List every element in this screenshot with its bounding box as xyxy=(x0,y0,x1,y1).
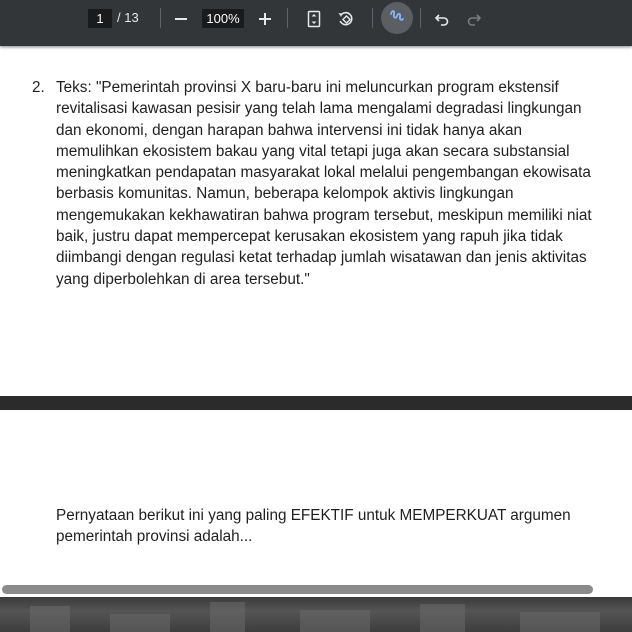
horizontal-scrollbar[interactable] xyxy=(2,585,593,594)
redo-icon[interactable] xyxy=(461,6,487,32)
zoom-out-icon[interactable] xyxy=(168,6,194,32)
pdf-toolbar xyxy=(0,0,632,46)
prompt-line: pemerintah provinsi adalah... xyxy=(56,528,253,546)
page-total-label: / 13 xyxy=(117,10,139,25)
toolbar-divider xyxy=(420,8,421,28)
fit-page-icon[interactable] xyxy=(301,6,327,32)
question-prompt xyxy=(56,505,616,548)
toolbar-divider xyxy=(287,8,288,28)
question-line: mengemukakan kekhawatiran bahwa program tersebut, meskipun memiliki niat xyxy=(56,206,592,224)
page-number-input[interactable] xyxy=(88,9,112,28)
question-line: memulihkan ekosistem bakau yang vital tetapi juga akan secara substansial xyxy=(56,142,570,160)
question-line: yang diperbolehkan di area tersebut." xyxy=(56,270,310,288)
toolbar-divider xyxy=(372,8,373,28)
background-image-strip xyxy=(0,597,632,632)
question-line: meningkatkan pendapatan masyarakat lokal melalui pengembangan ekowisata xyxy=(56,164,591,182)
question-line: dan ekonomi, dengan harapan bahwa intervensi ini tidak hanya akan xyxy=(56,121,523,139)
toolbar-divider xyxy=(160,8,161,28)
question-line: berbasis komunitas. Namun, beberapa kelompok aktivis lingkungan xyxy=(56,185,514,203)
question-number: 2. xyxy=(32,79,45,96)
question-line: diimbangi dengan regulasi ketat terhadap jumlah wisatawan dan jenis aktivitas xyxy=(56,249,587,267)
question-line: Teks: "Pemerintah provinsi X baru-baru ini meluncurkan program ekstensif xyxy=(56,79,559,96)
zoom-in-icon[interactable] xyxy=(252,6,278,32)
zoom-level-field[interactable]: 100% xyxy=(202,9,244,28)
pdf-page xyxy=(0,46,632,396)
rotate-icon[interactable] xyxy=(333,6,359,32)
annotate-pen-icon xyxy=(389,8,405,29)
question-line: revitalisasi kawasan pesisir yang telah lama mengalami degradasi lingkungan xyxy=(56,100,582,118)
annotate-pen-button[interactable] xyxy=(381,2,413,34)
question-text xyxy=(56,77,628,290)
undo-icon[interactable] xyxy=(429,6,455,32)
prompt-line: Pernyataan berikut ini yang paling EFEKTIF untuk MEMPERKUAT argumen xyxy=(56,507,571,524)
question-line: baik, justru dapat mempercepat kerusakan ekosistem yang rapuh jika tidak xyxy=(56,228,563,246)
